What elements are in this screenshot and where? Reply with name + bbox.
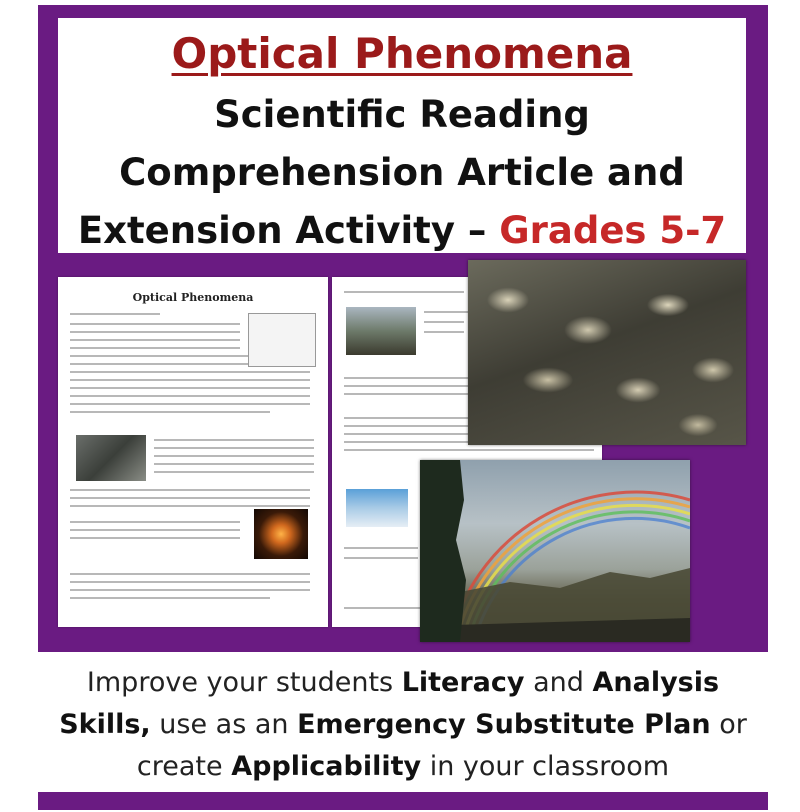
tagline-text: Improve your students bbox=[86, 667, 402, 698]
text-line bbox=[70, 537, 240, 539]
did-you-know-box bbox=[248, 313, 316, 367]
subtitle bbox=[58, 86, 746, 260]
text-line bbox=[344, 547, 418, 549]
text-line bbox=[344, 417, 474, 419]
tagline-line-1 bbox=[38, 662, 768, 704]
preview-page-title: Optical Phenomena bbox=[132, 291, 254, 304]
bottom-panel bbox=[38, 652, 768, 792]
tagline-text: and bbox=[524, 667, 593, 698]
bottom-tagline bbox=[38, 662, 768, 788]
text-line bbox=[344, 557, 418, 559]
tagline-bold-emergency-plan: Emergency Substitute Plan bbox=[297, 709, 711, 740]
subtitle-line-1: Scientific Reading bbox=[214, 93, 590, 136]
rainbow-photo bbox=[420, 460, 690, 642]
text-line bbox=[70, 505, 310, 507]
text-line bbox=[154, 471, 314, 473]
tagline-line-2 bbox=[38, 704, 768, 746]
subtitle-extension: Extension Activity – bbox=[77, 209, 487, 252]
text-line bbox=[424, 311, 474, 313]
tagline-text: or bbox=[710, 709, 747, 740]
subtitle-line-2: Comprehension Article and bbox=[119, 151, 685, 194]
rainbow-graphic bbox=[420, 460, 690, 642]
tagline-text: in your classroom bbox=[421, 751, 670, 782]
text-line bbox=[70, 347, 240, 349]
text-line bbox=[154, 439, 314, 441]
tagline-bold-analysis: Analysis bbox=[592, 667, 720, 698]
subtitle-line-3 bbox=[58, 202, 746, 260]
tagline-bold-applicability: Applicability bbox=[231, 751, 422, 782]
text-line bbox=[424, 321, 464, 323]
text-line bbox=[70, 395, 310, 397]
text-line bbox=[344, 393, 474, 395]
sky-thumbnail bbox=[346, 489, 408, 527]
water-thumbnail bbox=[76, 435, 146, 481]
tagline-text: create bbox=[136, 751, 232, 782]
text-line bbox=[70, 387, 310, 389]
text-line bbox=[70, 403, 310, 405]
text-line bbox=[70, 411, 270, 413]
text-line bbox=[70, 597, 270, 599]
text-line bbox=[70, 589, 310, 591]
text-line bbox=[70, 371, 310, 373]
text-line bbox=[344, 291, 464, 293]
text-line bbox=[70, 529, 240, 531]
text-line bbox=[344, 377, 474, 379]
water-caustics-photo bbox=[468, 260, 746, 445]
text-line bbox=[70, 339, 240, 341]
page-title: Optical Phenomena bbox=[171, 29, 633, 78]
text-line bbox=[154, 447, 314, 449]
text-line bbox=[344, 449, 594, 451]
text-line bbox=[70, 573, 310, 575]
text-line bbox=[154, 455, 314, 457]
text-line bbox=[344, 385, 474, 387]
tagline-line-3 bbox=[38, 746, 768, 788]
text-line bbox=[70, 581, 310, 583]
title-panel bbox=[58, 18, 746, 253]
tagline-bold-skills: Skills, bbox=[59, 709, 151, 740]
tagline-text: use as an bbox=[150, 709, 298, 740]
grades-label: Grades 5-7 bbox=[499, 209, 727, 252]
text-line bbox=[70, 497, 310, 499]
text-line bbox=[70, 379, 310, 381]
text-line bbox=[424, 331, 464, 333]
text-line bbox=[70, 489, 310, 491]
preview-page-1 bbox=[58, 277, 328, 627]
text-line bbox=[70, 313, 160, 315]
tagline-bold-literacy: Literacy bbox=[401, 667, 525, 698]
text-line bbox=[154, 463, 314, 465]
text-line bbox=[70, 521, 240, 523]
rainbow-thumbnail bbox=[346, 307, 416, 355]
text-line bbox=[70, 331, 240, 333]
text-line bbox=[70, 323, 240, 325]
corona-thumbnail bbox=[254, 509, 308, 559]
